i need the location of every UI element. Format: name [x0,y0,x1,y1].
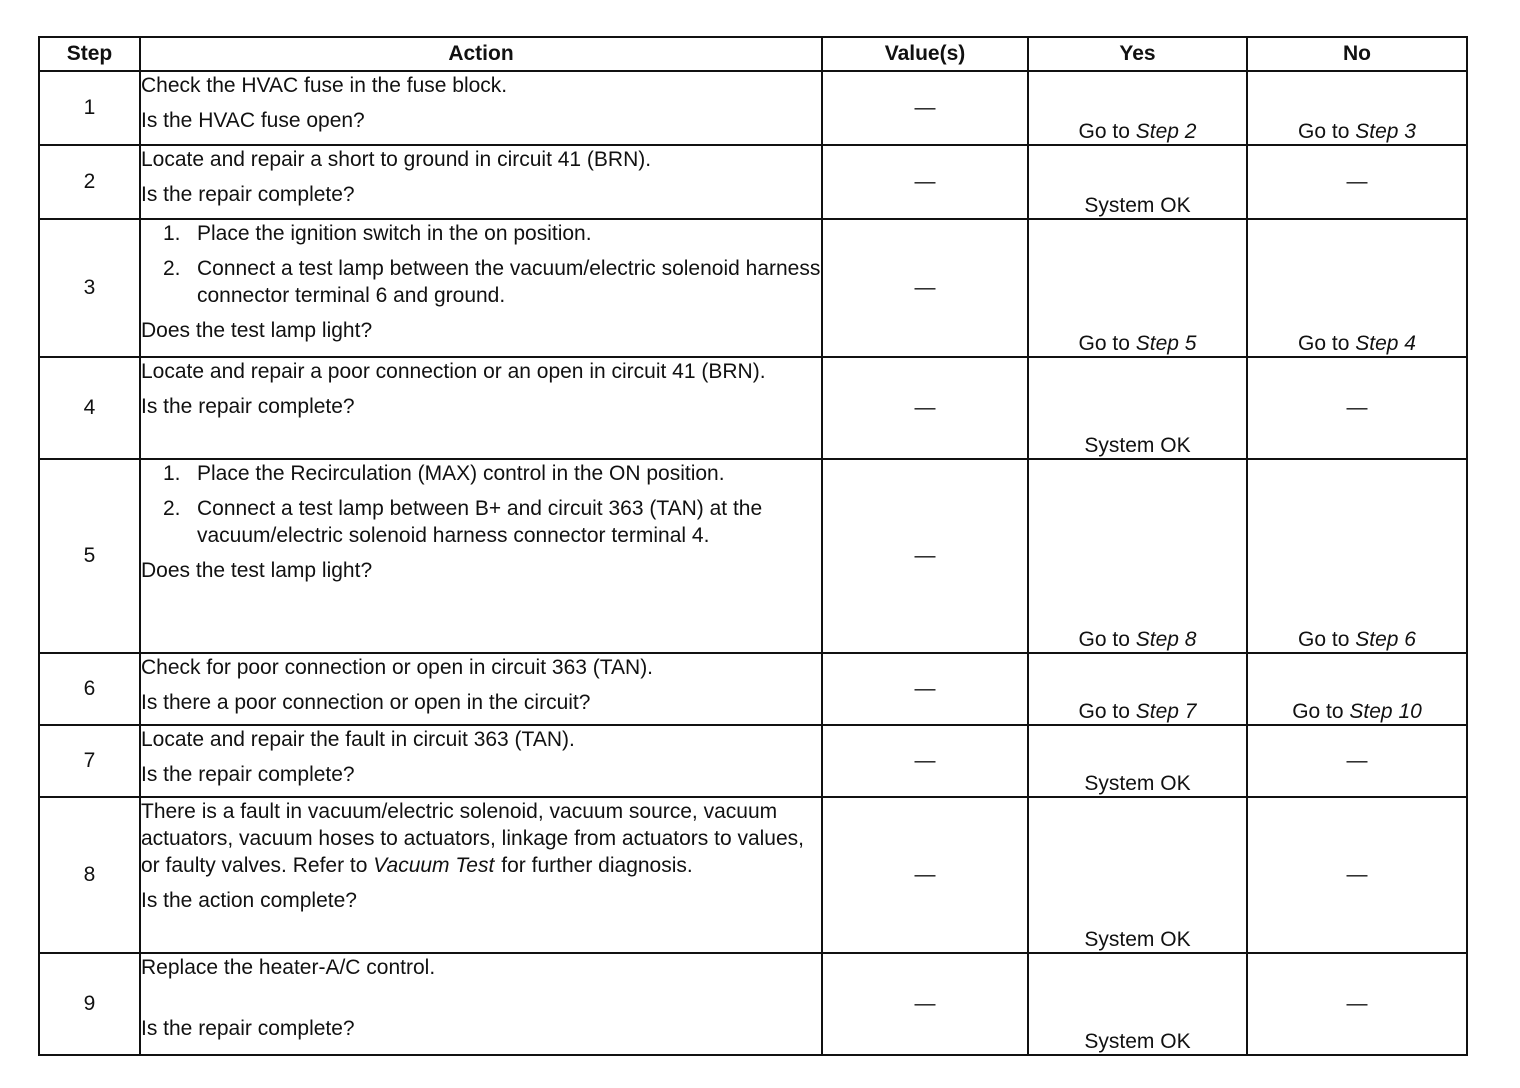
header-values: Value(s) [822,37,1028,71]
header-action: Action [140,37,822,71]
yes-result [1028,953,1247,1055]
header-no: No [1247,37,1467,71]
header-row [39,37,1467,71]
step-number: 3 [39,219,140,357]
step-number: 2 [39,145,140,219]
no-result-step-link: Step 6 [1355,628,1416,651]
step-number: 8 [39,797,140,953]
yes-result-prefix: Go to [1078,332,1130,355]
action-cell [140,653,822,725]
action-step-text: Connect a test lamp between the vacuum/electric solenoid harness connector terminal 6 and ground. [197,257,821,307]
action-text [141,654,821,681]
action-text [141,954,821,981]
yes-result [1028,71,1247,145]
action-text [141,146,821,173]
step-number: 1 [39,71,140,145]
yes-result-text: System OK [1084,928,1191,951]
table-row [39,219,1467,357]
no-result-text: — [1346,992,1368,1015]
action-cell [140,71,822,145]
table-row [39,797,1467,953]
yes-result [1028,653,1247,725]
value-cell: — [822,725,1028,797]
action-question: Is the repair complete? [141,183,355,206]
yes-result [1028,725,1247,797]
yes-result [1028,797,1247,953]
yes-result-text: System OK [1084,1030,1191,1053]
no-result-prefix: Go to [1298,120,1350,143]
action-text-body: Locate and repair a short to ground in circuit 41 (BRN). [141,148,652,171]
yes-result-text: System OK [1084,772,1191,795]
value-cell: — [822,653,1028,725]
table-row [39,725,1467,797]
value-cell: — [822,357,1028,459]
no-result-step-link: Step 4 [1355,332,1416,355]
action-steps [141,220,821,309]
action-step-text: Place the Recirculation (MAX) control in the ON position. [197,462,725,485]
action-question: Is the repair complete? [141,763,355,786]
action-cell [140,219,822,357]
no-result-prefix: Go to [1298,332,1350,355]
action-steps [141,460,821,549]
header-step: Step [39,37,140,71]
action-question: Is the repair complete? [141,1017,355,1040]
step-number: 9 [39,953,140,1055]
step-number: 5 [39,459,140,653]
action-text [141,358,821,385]
table-row [39,953,1467,1055]
action-step-item [141,495,821,549]
action-step-number: 1. [163,462,181,485]
action-step-text: Connect a test lamp between B+ and circuit 363 (TAN) at the vacuum/electric solenoid harness connector terminal 4. [197,497,763,547]
action-question: Is the action complete? [141,889,357,912]
action-step-item [141,220,821,247]
diagnostic-table [38,36,1468,1056]
action-text-body: Check the HVAC fuse in the fuse block. [141,74,508,97]
action-text-body: Locate and repair the fault in circuit 363 (TAN). [141,728,575,751]
action-reference: Vacuum Test [373,854,495,877]
value-cell: — [822,953,1028,1055]
yes-result [1028,357,1247,459]
action-question: Is there a poor connection or open in the circuit? [141,691,591,714]
yes-result-text: System OK [1084,434,1191,457]
action-text-body: Replace the heater-A/C control. [141,956,436,979]
no-result-step-link: Step 3 [1355,120,1416,143]
action-cell [140,145,822,219]
action-text [141,72,821,99]
no-result [1247,953,1467,1055]
action-question: Is the HVAC fuse open? [141,109,365,132]
yes-result-step-link: Step 5 [1135,332,1197,355]
value-cell: — [822,797,1028,953]
action-cell [140,725,822,797]
no-result-step-link: Step 10 [1349,700,1422,723]
step-number: 6 [39,653,140,725]
no-result-prefix: Go to [1298,628,1350,651]
no-result [1247,797,1467,953]
action-question: Does the test lamp light? [141,559,373,582]
action-step-number: 2. [163,497,181,520]
yes-result-step-link: Step 2 [1135,120,1197,143]
table-row [39,653,1467,725]
action-step-item [141,460,821,487]
no-result-text: — [1346,170,1368,193]
no-result [1247,357,1467,459]
yes-result [1028,219,1247,357]
action-step-number: 2. [163,257,181,280]
table-row [39,145,1467,219]
no-result [1247,653,1467,725]
table-row [39,71,1467,145]
yes-result-text: System OK [1084,194,1191,217]
action-cell [140,797,822,953]
action-text-body: There is a fault in vacuum/electric solenoid, vacuum source, vacuum actuators, vacuum hoses to actuators, linkage from actuators to values, or faulty valves. Refer to [141,800,804,877]
value-cell: — [822,459,1028,653]
action-step-text: Place the ignition switch in the on position. [197,222,592,245]
action-question: Does the test lamp light? [141,319,373,342]
yes-result-step-link: Step 7 [1135,700,1197,723]
action-cell [140,357,822,459]
action-question: Is the repair complete? [141,395,355,418]
action-step-item [141,255,821,309]
action-cell [140,953,822,1055]
yes-result-prefix: Go to [1078,628,1130,651]
no-result [1247,459,1467,653]
yes-result [1028,145,1247,219]
value-cell: — [822,71,1028,145]
no-result [1247,145,1467,219]
action-step-number: 1. [163,222,181,245]
yes-result-prefix: Go to [1078,120,1130,143]
no-result [1247,71,1467,145]
value-cell: — [822,219,1028,357]
action-text-body: Locate and repair a poor connection or an open in circuit 41 (BRN). [141,360,766,383]
action-cell [140,459,822,653]
table-row [39,459,1467,653]
yes-result-prefix: Go to [1078,700,1130,723]
no-result [1247,725,1467,797]
no-result-text: — [1346,863,1368,886]
yes-result [1028,459,1247,653]
action-text [141,726,821,753]
header-yes: Yes [1028,37,1247,71]
action-text-body: Check for poor connection or open in circuit 363 (TAN). [141,656,654,679]
no-result-text: — [1346,749,1368,772]
table-row [39,357,1467,459]
step-number: 7 [39,725,140,797]
no-result [1247,219,1467,357]
no-result-text: — [1346,396,1368,419]
step-number: 4 [39,357,140,459]
yes-result-step-link: Step 8 [1135,628,1197,651]
no-result-prefix: Go to [1292,700,1344,723]
action-text-tail: for further diagnosis. [501,854,693,877]
value-cell: — [822,145,1028,219]
action-text [141,798,821,879]
